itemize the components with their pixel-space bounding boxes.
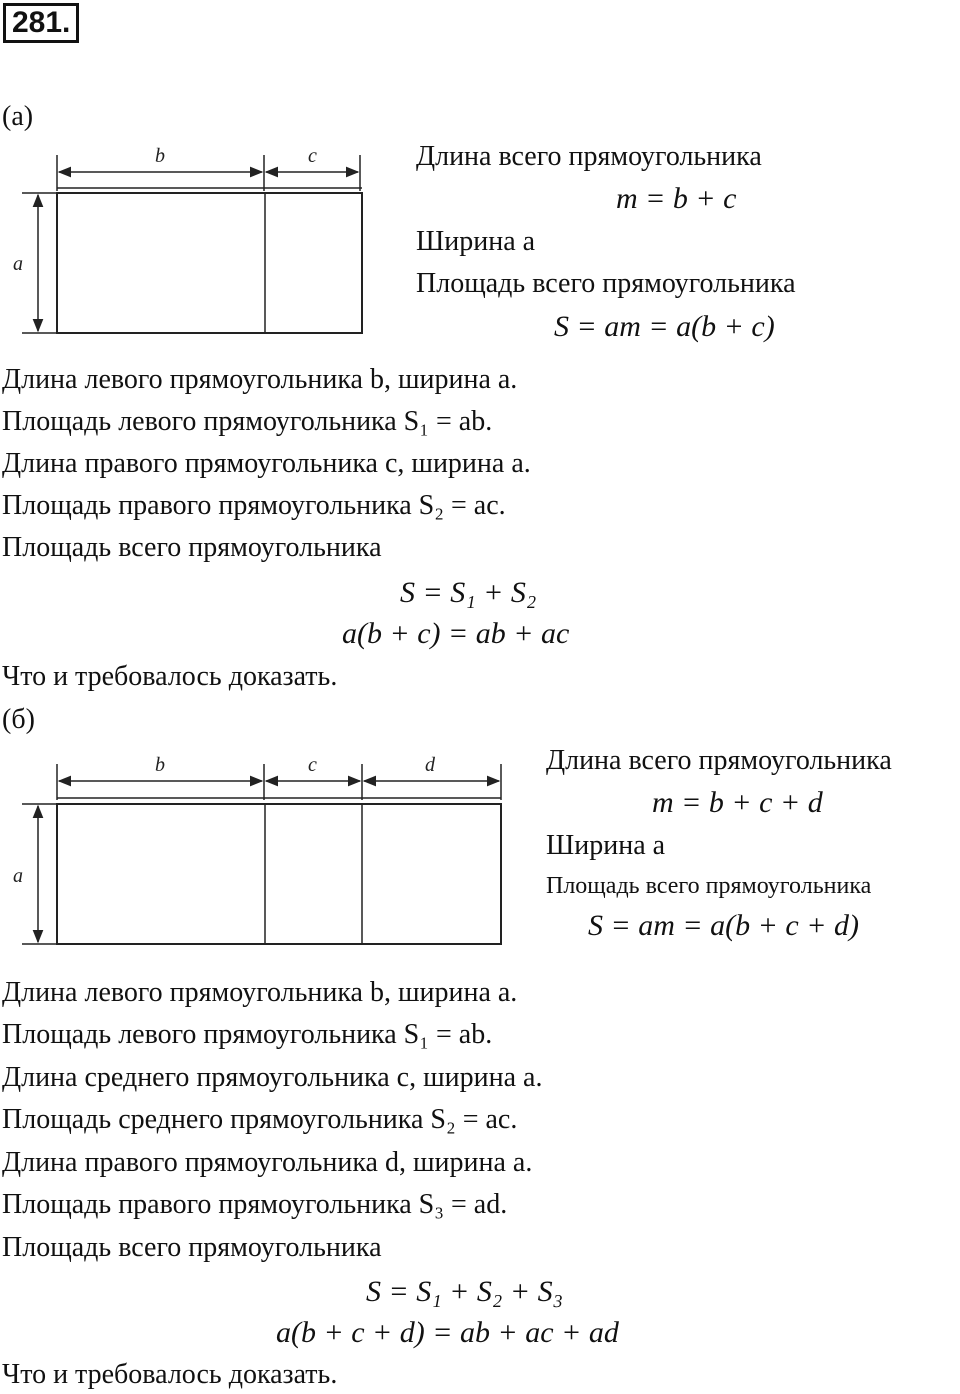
a-line-1: Длина левого прямоугольника b, ширина a. — [2, 364, 518, 395]
b-area-formula: S = am = a(b + c + d) — [588, 909, 859, 942]
a-line-4: Площадь правого прямоугольника S₂ = ac. — [2, 490, 506, 521]
a-line-5: Площадь всего прямоугольника — [2, 532, 382, 563]
b-length-formula: m = b + c + d — [652, 786, 823, 819]
b-formula-1: S = S₁ + S₂ + S₃ — [366, 1275, 564, 1308]
fig-a-label-b: b — [155, 145, 165, 167]
part-a-figure — [0, 135, 380, 350]
b-line-1: Длина левого прямоугольника b, ширина a. — [2, 977, 518, 1008]
a-length-label: Длина всего прямоугольника — [416, 141, 762, 172]
a-line-2: Площадь левого прямоугольника S₁ = ab. — [2, 406, 493, 437]
fig-a-label-c: c — [308, 145, 317, 167]
fig-b-label-a: a — [13, 865, 23, 887]
a-conclusion: Что и требовалось доказать. — [2, 661, 338, 692]
b-line-7: Площадь всего прямоугольника — [2, 1232, 382, 1263]
b-line-2: Площадь левого прямоугольника S₁ = ab. — [2, 1019, 493, 1050]
b-conclusion: Что и требовалось доказать. — [2, 1359, 338, 1390]
fig-a-label-a: a — [13, 253, 23, 275]
part-b-label: (б) — [2, 704, 35, 735]
b-area-label: Площадь всего прямоугольника — [546, 873, 872, 899]
fig-b-label-c: c — [308, 754, 317, 776]
fig-b-label-b: b — [155, 754, 165, 776]
a-width-label: Ширина a — [416, 226, 536, 257]
part-a-label: (а) — [2, 101, 34, 132]
a-length-formula: m = b + c — [616, 182, 737, 215]
b-line-3: Длина среднего прямоугольника c, ширина a. — [2, 1062, 543, 1093]
b-line-4: Площадь среднего прямоугольника S₂ = ac. — [2, 1104, 518, 1135]
a-formula-1: S = S₁ + S₂ — [400, 576, 537, 609]
a-area-label: Площадь всего прямоугольника — [416, 268, 796, 299]
a-line-3: Длина правого прямоугольника c, ширина a. — [2, 448, 531, 479]
problem-number: 281. — [3, 3, 79, 43]
a-area-formula: S = am = a(b + c) — [554, 310, 775, 343]
fig-b-label-d: d — [425, 754, 435, 776]
b-formula-2: a(b + c + d) = ab + ac + ad — [276, 1316, 619, 1349]
a-formula-2: a(b + c) = ab + ac — [342, 617, 570, 650]
b-line-6: Площадь правого прямоугольника S₃ = ad. — [2, 1189, 508, 1220]
b-length-label: Длина всего прямоугольника — [546, 745, 892, 776]
b-width-label: Ширина a — [546, 830, 666, 861]
b-line-5: Длина правого прямоугольника d, ширина a. — [2, 1147, 533, 1178]
part-b-figure — [0, 742, 515, 957]
